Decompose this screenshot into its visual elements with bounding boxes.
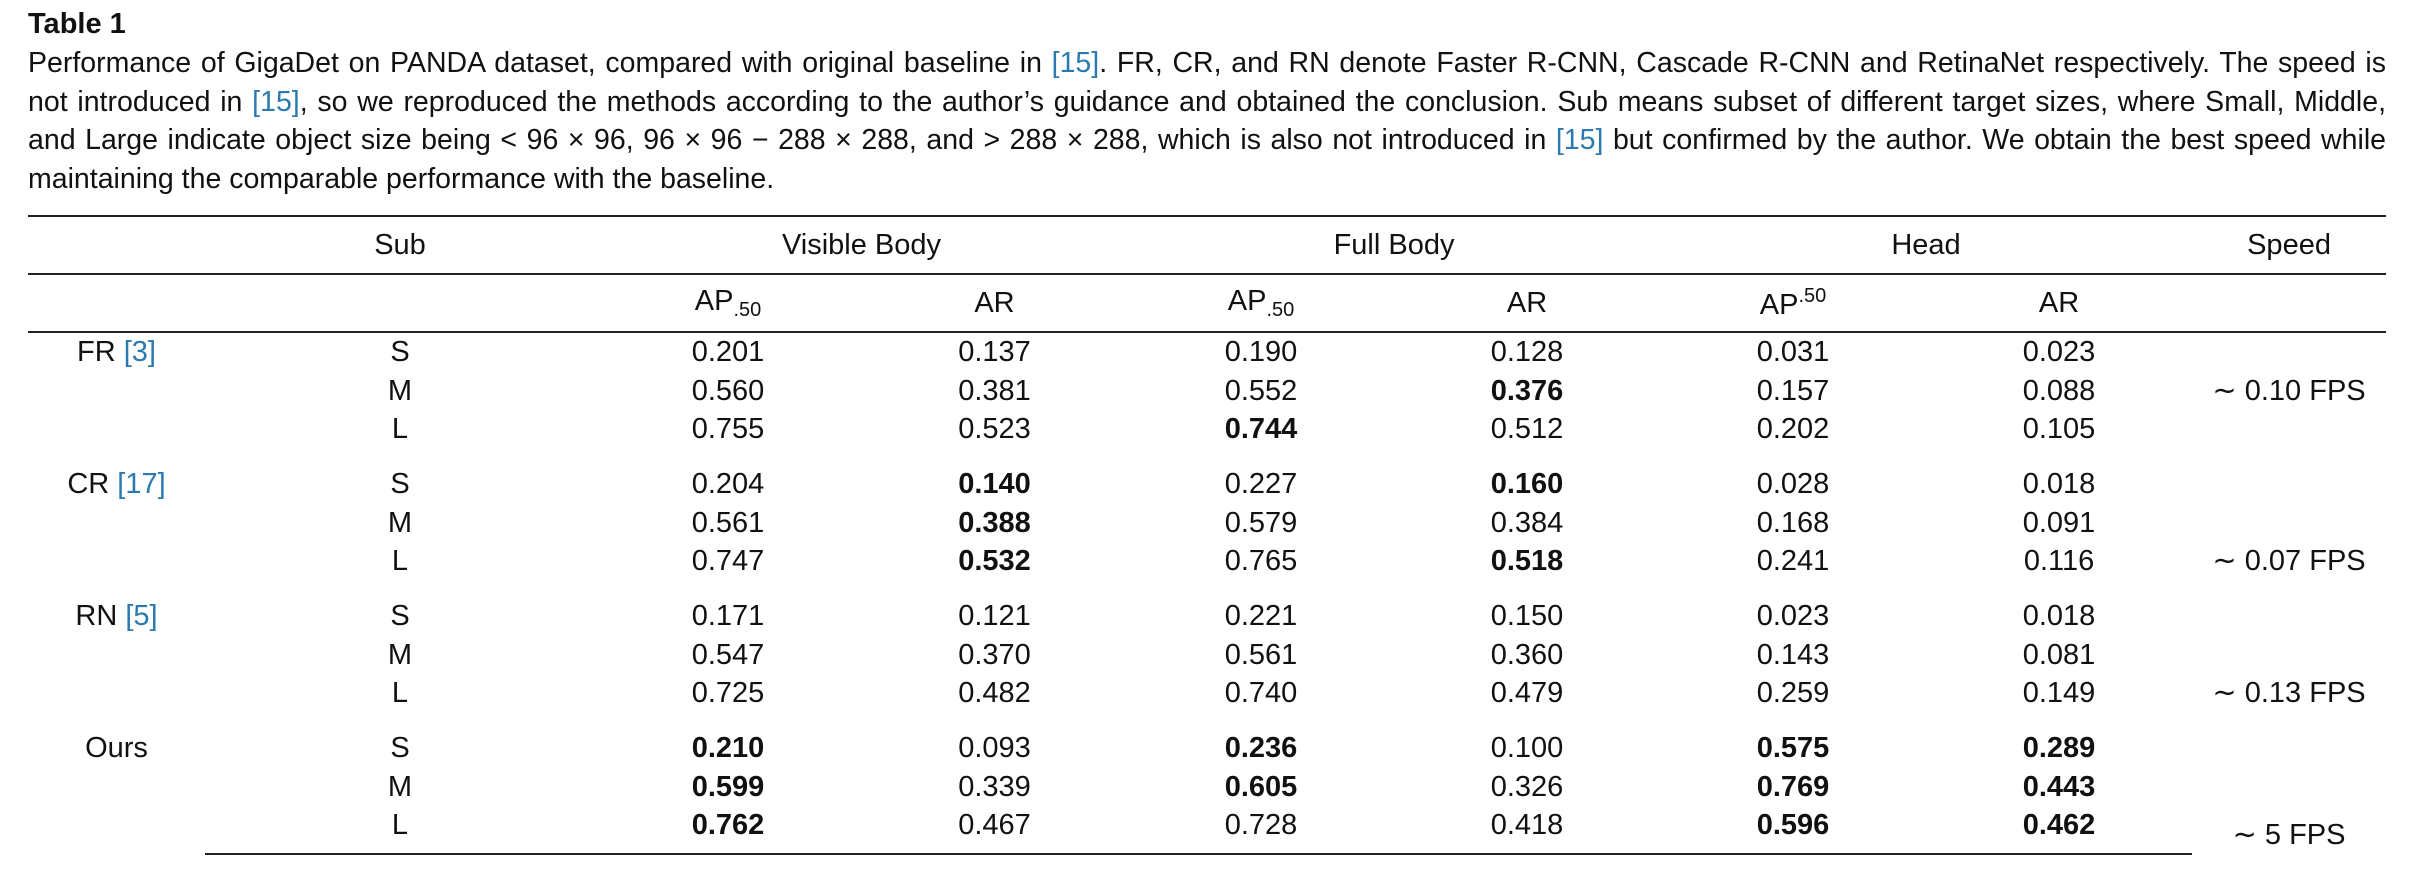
table-row: M 0.561 0.388 0.579 0.384 0.168 0.091	[387, 506, 2096, 539]
table-row: M 0.560 0.381 0.552 0.376 0.157 0.088	[387, 374, 2096, 407]
caption-text-2: . FR, CR, and RN denote Faster R-CNN, Cascade R-CNN and RetinaNet respectively. The speed is not introduced in	[28, 47, 2386, 118]
table-row: M 0.599 0.339 0.605 0.326 0.769 0.443	[387, 770, 2096, 803]
citation-link[interactable]: [17]	[117, 467, 166, 500]
header-method	[28, 216, 205, 274]
header-h-ar: AR	[1926, 274, 2192, 332]
table-figure	[28, 6, 2386, 855]
header-row-groups	[28, 216, 2386, 274]
table-caption	[28, 44, 2386, 198]
speed-cell: ∼ 0.07 FPS	[2212, 545, 2366, 577]
header-head: Head	[1660, 216, 2192, 274]
header-fb-ap: $AP_{.50}$	[1128, 274, 1394, 332]
caption-text-4: but confirmed by the author. We obtain the best speed while maintaining the comparable performance with the baseline.	[28, 124, 2387, 195]
method-cell: Ours	[85, 731, 148, 764]
table-row: FR [3] S 0.201 0.137 0.190 0.128 0.031 0.023 ∼ 0.10 FPS	[28, 332, 2386, 372]
table-row: RN [5] S 0.171 0.121 0.221 0.150 0.023 0.018 ∼ 0.13 FPS	[28, 581, 2386, 636]
citation-link[interactable]: [3]	[123, 336, 156, 368]
table-row: Ours S 0.210 0.093 0.236 0.100 0.575 0.289 ∼ 5 FPS	[28, 713, 2386, 768]
method-cell: RN [5]	[75, 599, 158, 632]
header-visible-body: Visible Body	[595, 216, 1128, 274]
table-label: Table 1	[28, 8, 126, 40]
header-h-ap: $AP^{.50}$	[1660, 274, 1926, 332]
method-cell: FR [3]	[77, 336, 156, 368]
speed-cell: ∼ 0.13 FPS	[2212, 677, 2366, 709]
citation-link[interactable]: [5]	[125, 599, 158, 632]
table-row: L 0.762 0.467 0.728 0.418 0.596 0.462	[28, 806, 2386, 854]
table-row: L 0.747 0.532 0.765 0.518 0.241 0.116	[391, 545, 2095, 577]
header-sub: Sub	[205, 216, 595, 274]
citation-link[interactable]: [15]	[252, 85, 300, 118]
citation-link[interactable]: [15]	[1555, 124, 1604, 156]
table-row: L 0.725 0.482 0.740 0.479 0.259 0.149	[391, 677, 2096, 709]
method-cell: CR [17]	[67, 467, 166, 500]
header-full-body: Full Body	[1128, 216, 1660, 274]
speed-cell: ∼ 0.10 FPS	[2212, 374, 2366, 407]
caption-text-3: , so we reproduced the methods according to the author’s guidance and obtained the conclusion. Sub means subset of different target sizes, where Small, Middle, and Large indicate object size being < 96 × 96, 96 × 96 − 288 × 288, and > 288 × 288, which is also not introduced in	[28, 85, 2386, 156]
speed-cell: ∼ 5 FPS	[2232, 818, 2346, 851]
table-row: L 0.755 0.523 0.744 0.512 0.202 0.105	[391, 413, 2096, 445]
header-row-metrics	[28, 274, 2386, 332]
results-table	[28, 215, 2386, 855]
header-fb-ar: AR	[1394, 274, 1660, 332]
citation-link[interactable]: [15]	[1051, 47, 1100, 79]
header-speed: Speed	[2192, 216, 2386, 274]
header-vb-ap: $AP_{.50}$	[595, 274, 861, 332]
caption-text-1: Performance of GigaDet on PANDA dataset, compared with original baseline in	[28, 47, 1052, 79]
table-row: M 0.547 0.370 0.561 0.360 0.143 0.081	[387, 638, 2096, 671]
header-vb-ar: AR	[861, 274, 1128, 332]
table-row: CR [17] S 0.204 0.140 0.227 0.160 0.028 0.018 ∼ 0.07 FPS	[28, 449, 2386, 504]
